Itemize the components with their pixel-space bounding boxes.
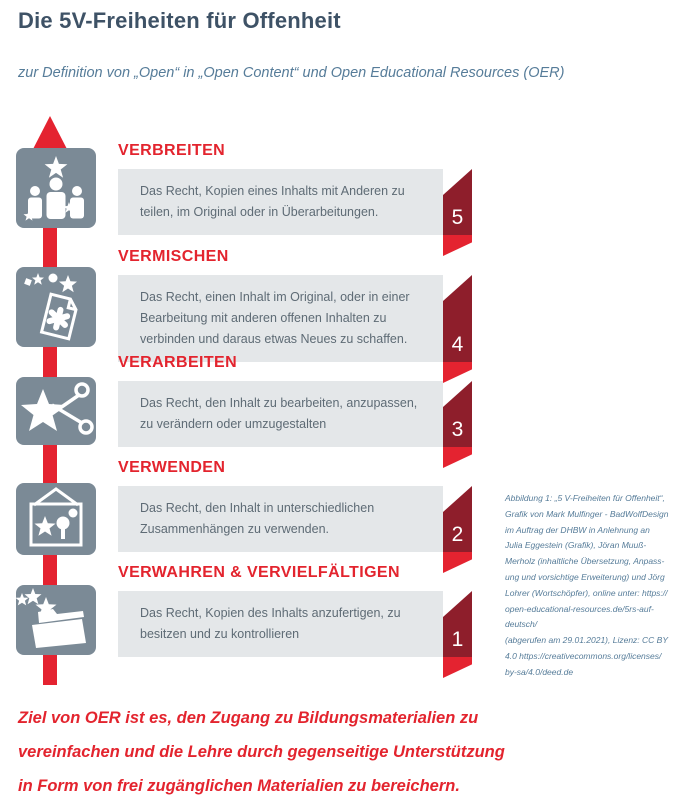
ribbon-number-tab <box>443 486 472 552</box>
section-heading: VERWENDEN <box>118 459 226 476</box>
ribbon-red-fold <box>443 235 472 256</box>
remix-document-icon <box>16 267 96 347</box>
ribbon-number-tab <box>443 381 472 447</box>
page-title: Die 5V-Freiheiten für Offenheit <box>18 8 341 33</box>
section-text-box <box>118 381 464 447</box>
caption-line: ung und vorsichtige Erweiterung) und Jörg <box>505 571 665 582</box>
section-text-box <box>118 486 464 552</box>
ribbon-number: 5 <box>451 206 464 229</box>
section-body-text: Das Recht, einen Inhalt im Original, oder in einer Bearbeitung mit anderen offenen Inhalten zu verbinden und daraus etwas Neues zu schaffen. <box>140 290 410 346</box>
ribbon-red-fold <box>443 657 472 678</box>
picture-sign-icon <box>16 483 96 555</box>
section-vermischen <box>118 248 464 362</box>
caption-line: by-sa/4.0/deed.de <box>505 666 574 677</box>
section-verbreiten <box>118 142 464 235</box>
footer-line: in Form von frei zugänglichen Materialien zu bereichern. <box>18 777 460 795</box>
section-verwahren <box>118 564 464 657</box>
ribbon-number: 2 <box>451 523 464 546</box>
section-heading: VERMISCHEN <box>118 248 229 265</box>
footer-line: Ziel von OER ist es, den Zugang zu Bildungsmaterialien zu <box>18 709 479 727</box>
ribbon-number: 4 <box>451 333 464 356</box>
section-verarbeiten <box>118 354 464 447</box>
page-subtitle: zur Definition von „Open“ in „Open Content“ und Open Educational Resources (OER) <box>18 65 565 81</box>
section-heading: VERARBEITEN <box>118 354 238 371</box>
ribbon-number: 3 <box>451 418 464 441</box>
caption-line: deutsch/ <box>505 619 538 630</box>
ribbon-red-fold <box>443 447 472 468</box>
footer-line: vereinfachen und die Lehre durch gegenseitige Unterstützung <box>18 743 505 761</box>
section-heading: VERWAHREN & VERVIELFÄLTIGEN <box>118 564 400 581</box>
section-text-box <box>118 169 464 235</box>
caption-line: 4.0 https://creativecommons.org/licenses/ <box>505 650 662 661</box>
caption-line: Grafik von Mark Mulfinger - BadWolfDesign <box>505 508 669 519</box>
ribbon-number-tab <box>443 169 472 235</box>
section-text-box <box>118 275 464 362</box>
ribbon-number-tab <box>443 275 472 362</box>
section-body-text: Das Recht, Kopien des Inhalts anzufertigen, zu besitzen und zu kontrollieren <box>140 606 401 641</box>
section-body-text: Das Recht, den Inhalt in unterschiedlichen Zusammenhängen zu verwenden. <box>140 501 375 536</box>
caption-line: Abbildung 1: „5 V-Freiheiten für Offenheit“, <box>505 493 665 503</box>
ribbon-red-fold <box>443 362 472 383</box>
section-text-box <box>118 591 464 657</box>
oer-goal-statement <box>18 701 618 798</box>
section-body-text: Das Recht, den Inhalt zu bearbeiten, anzupassen, zu verändern oder umzugestalten <box>140 396 418 431</box>
caption-line: Merholz (inhaltliche Übersetzung, Anpass- <box>505 556 665 567</box>
caption-line: im Auftrag der DHBW in Anlehnung an <box>505 524 650 535</box>
caption-line: open-educational-resources.de/5rs-auf- <box>505 603 654 614</box>
ribbon-red-fold <box>443 552 472 573</box>
folder-stars-icon <box>16 585 96 655</box>
caption-line: (abgerufen am 29.01.2021), Lizenz: CC BY <box>505 635 669 646</box>
ribbon-number: 1 <box>451 628 464 651</box>
people-sharing-icon <box>16 148 96 228</box>
caption-line: Julia Eggestein (Grafik), Jöran Muuß- <box>505 540 647 551</box>
section-verwenden <box>118 459 464 552</box>
star-scissors-icon <box>16 377 96 445</box>
caption-line: Lohrer (Wortschöpfer), online unter: https:// <box>505 587 668 598</box>
attribution-caption <box>505 491 673 681</box>
section-heading: VERBREITEN <box>118 142 226 159</box>
section-body-text: Das Recht, Kopien eines Inhalts mit Anderen zu teilen, im Original oder in Überarbeitungen. <box>140 184 405 219</box>
ribbon-number-tab <box>443 591 472 657</box>
